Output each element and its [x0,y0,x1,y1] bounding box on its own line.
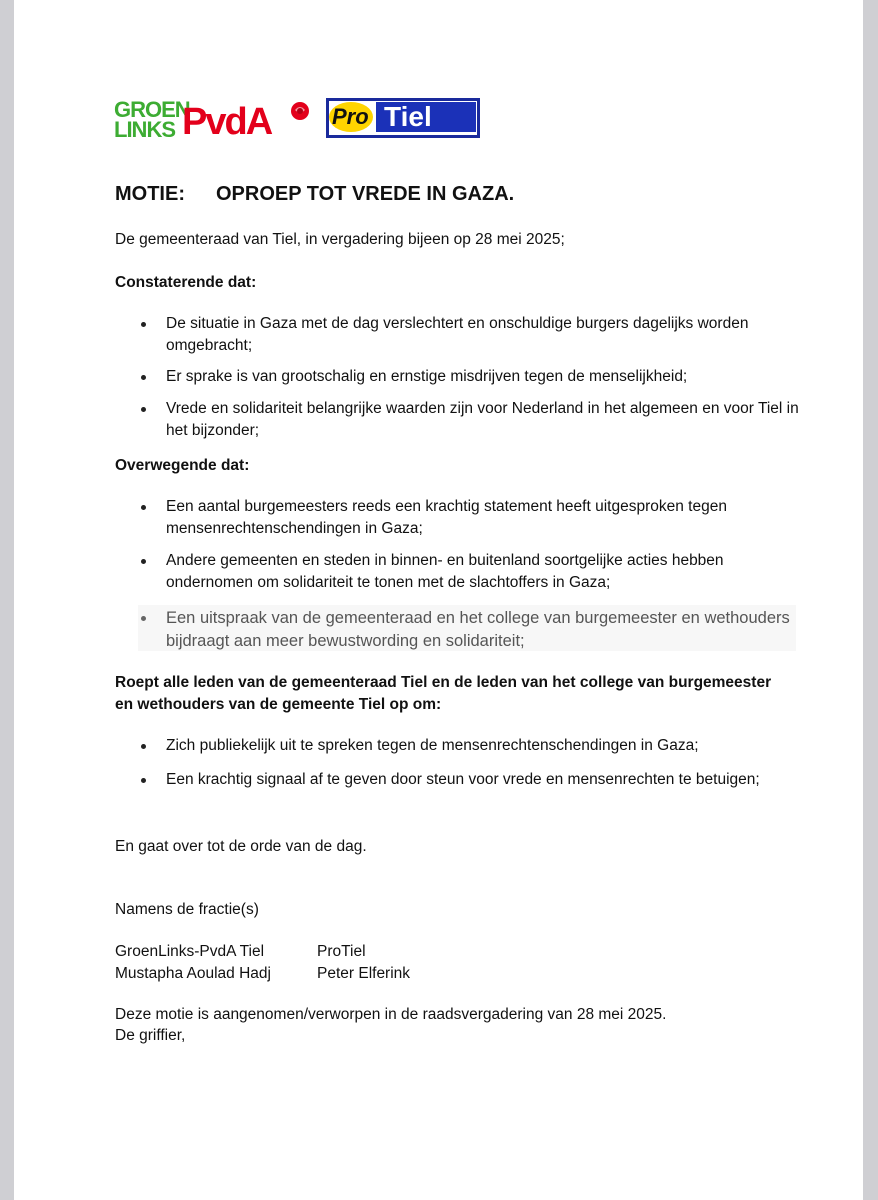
signatory-protiel [317,941,410,985]
list-item: Een uitspraak van de gemeenteraad en het college van burgemeester en wethouders bijdraagt aan meer bewustwording en solidariteit; [166,607,806,653]
signatory-party: ProTiel [317,943,366,960]
list-item: De situatie in Gaza met de dag verslechtert en onschuldige burgers dagelijks worden omgebracht; [166,313,806,357]
intro-text: De gemeenteraad van Tiel, in vergadering bijeen op 28 mei 2025; [115,231,565,248]
list-item: Zich publiekelijk uit te spreken tegen de mensenrechtenschendingen in Gaza; [166,735,806,757]
logo-tiel-text: Tiel [384,101,432,132]
list-item: Er sprake is van grootschalig en ernstige misdrijven tegen de menselijkheid; [166,366,806,388]
logo-groen-text: GROEN [114,97,190,122]
list-item: Vrede en solidariteit belangrijke waarden zijn voor Nederland in het algemeen en voor Tiel in het bijzonder; [166,398,806,442]
signatory-name: Mustapha Aoulad Hadj [115,965,271,982]
list-item: Andere gemeenten en steden in binnen- en buitenland soortgelijke acties hebben ondernomen om solidariteit te tonen met de slachtoffers in Gaza; [166,550,806,594]
groenlinks-pvda-logo [114,98,314,144]
constaterende-heading: Constaterende dat: [115,274,257,291]
list-item: Een krachtig signaal af te geven door steun voor vrede en mensenrechten te betuigen; [166,769,806,791]
signatory-name: Peter Elferink [317,965,411,982]
motion-title [115,183,514,206]
protiel-logo [326,98,484,140]
footer-line-1: Deze motie is aangenomen/verworpen in de raadsvergadering van 28 mei 2025. [115,1006,667,1023]
rose-icon [288,100,312,124]
motion-subject: OPROEP TOT VREDE IN GAZA. [216,183,515,205]
signatory-groenlinks [115,941,271,985]
closing-text: En gaat over tot de orde van de dag. [115,838,367,855]
logo-pvda-text: PvdA [182,101,272,143]
roept-heading: Roept alle leden van de gemeenteraad Tiel en de leden van het college van burgemeester en wethouders van de gemeente Tiel op om: [115,674,772,713]
motion-label: MOTIE: [115,183,185,205]
overwegende-heading: Overwegende dat: [115,457,250,474]
logo-links-text: LINKS [114,117,175,142]
footer-line-2: De griffier, [115,1027,186,1044]
signatory-party: GroenLinks-PvdA Tiel [115,943,265,960]
logo-pro-text: Pro [332,104,369,129]
namens-text: Namens de fractie(s) [115,901,259,918]
list-item: Een aantal burgemeesters reeds een krachtig statement heeft uitgesproken tegen mensenrechtenschendingen in Gaza; [166,496,806,540]
